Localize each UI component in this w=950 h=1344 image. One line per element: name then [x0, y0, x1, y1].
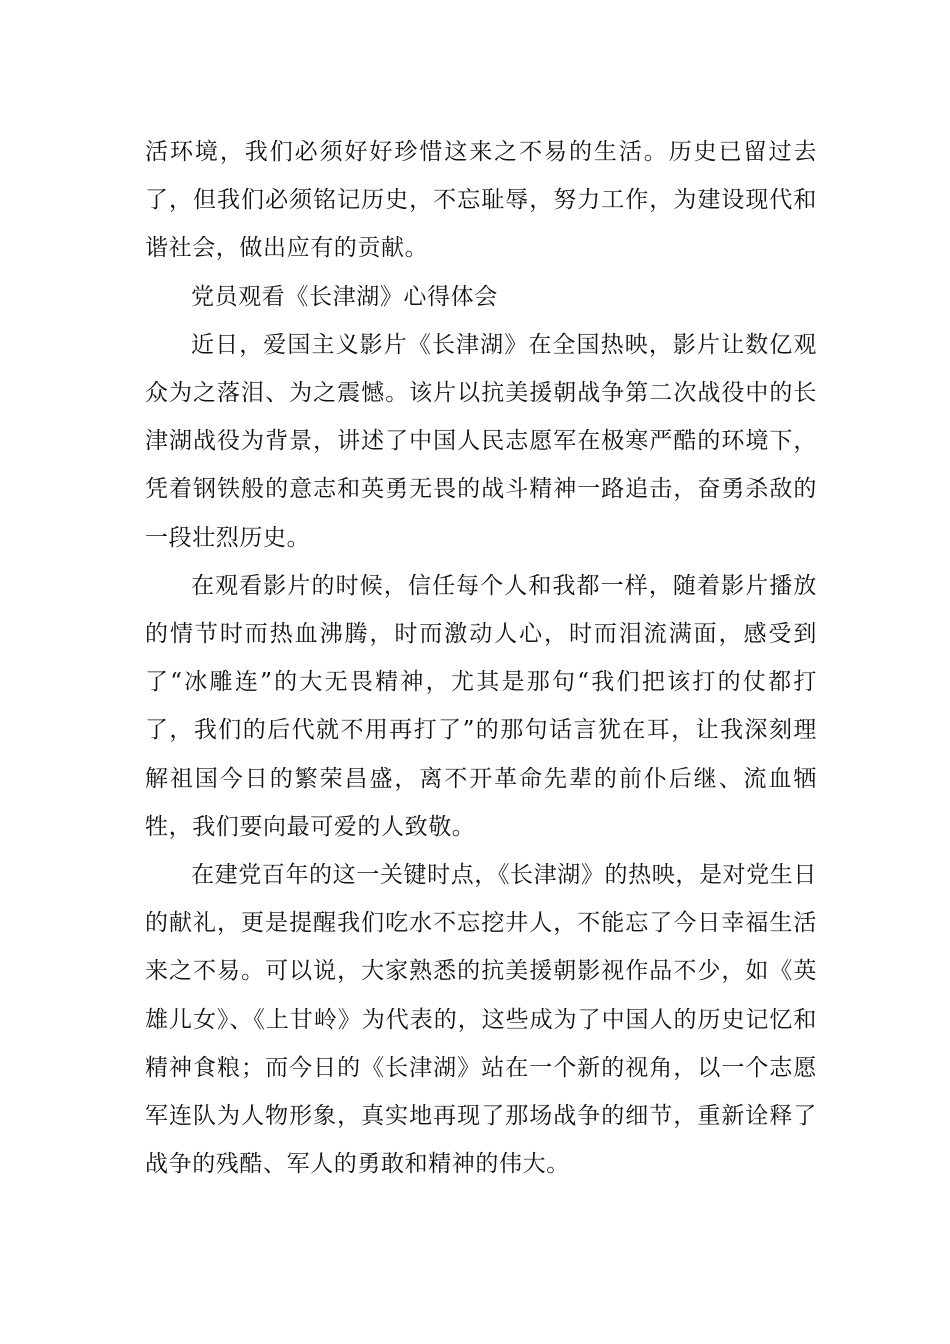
section-title: 党员观看《长津湖》心得体会 [191, 283, 498, 310]
paragraph-1: 近日，爱国主义影片《长津湖》在全国热映，影片让数亿观众为之落泪、为之震憾。该片以抗美援朝战争第二次战役中的长津湖战役为背景，讲述了中国人民志愿军在极寒严酷的环境下，凭着钢铁般的意志和英勇无畏的战斗精神一路追击，奋勇杀敌的一段壮烈历史。 [145, 331, 817, 551]
paragraph-continuation: 活环境，我们必须好好珍惜这来之不易的生活。历史已留过去了，但我们必须铭记历史，不忘耻辱，努力工作，为建设现代和谐社会，做出应有的贡献。 [145, 139, 817, 262]
paragraph-3: 在建党百年的这一关键时点，《长津湖》的热映，是对党生日的献礼，更是提醒我们吃水不忘挖井人，不能忘了今日幸福生活来之不易。可以说，大家熟悉的抗美援朝影视作品不少，如《英雄儿女》、《上甘岭》为代表的，这些成为了中国人的历史记忆和精神食粮；而今日的《长津湖》站在一个新的视角，以一个志愿军连队为人物形象，真实地再现了那场战争的细节，重新诠释了战争的残酷、军人的勇敢和精神的伟大。 [145, 862, 817, 1178]
paragraph-2: 在观看影片的时候，信任每个人和我都一样，随着影片播放的情节时而热血沸腾，时而激动人心，时而泪流满面，感受到了“冰雕连”的大无畏精神，尤其是那句“我们把该打的仗都打了，我们的后代就不用再打了”的那句话言犹在耳，让我深刻理解祖国今日的繁荣昌盛，离不开革命先辈的前仆后继、流血牺牲，我们要向最可爱的人致敬。 [145, 572, 817, 840]
document-body [145, 128, 817, 1188]
